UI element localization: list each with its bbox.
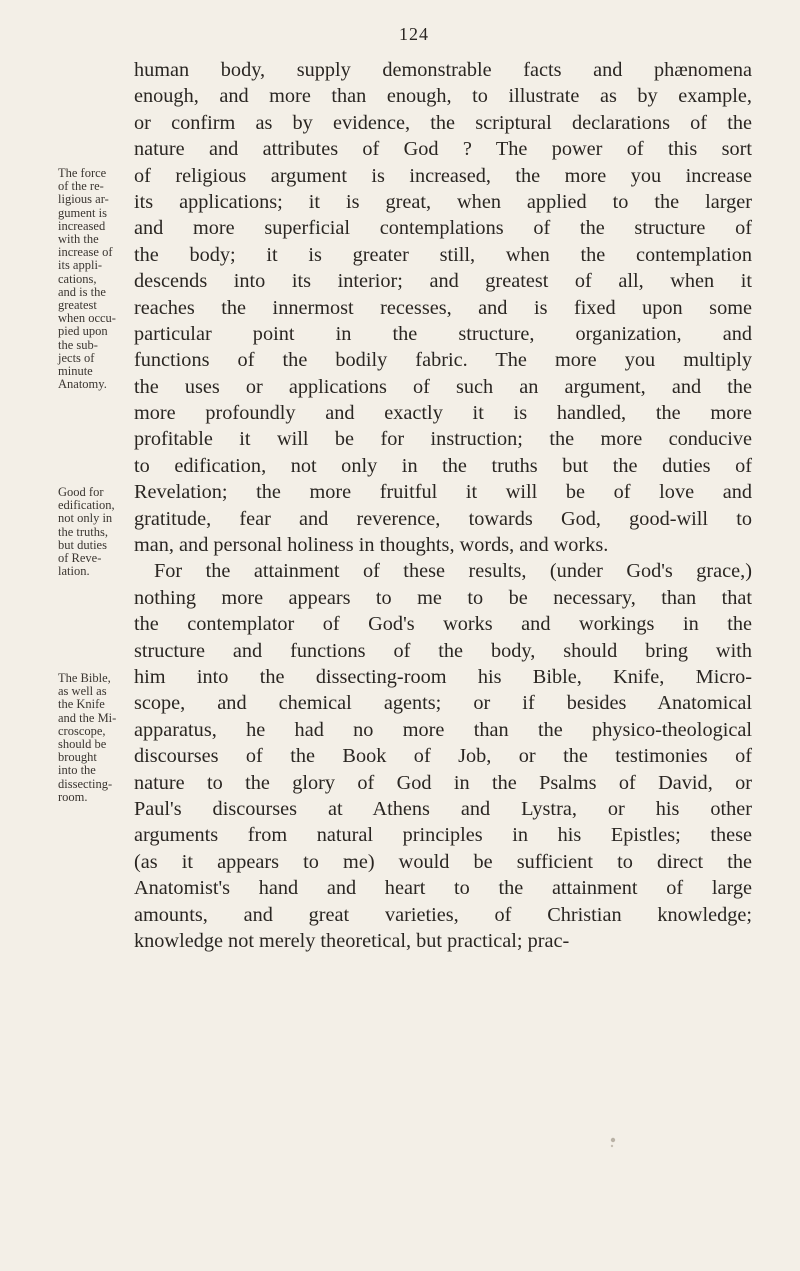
sidenote-line: not only in bbox=[58, 511, 113, 526]
sidenote-line: brought bbox=[58, 750, 97, 765]
text-line: apparatus, he had no more than the physico-theological bbox=[134, 718, 752, 741]
text-line: profitable it will be for instruction; the more conducive bbox=[134, 428, 752, 451]
sidenote-line: the Knife bbox=[58, 697, 105, 712]
text-line: human body, supply demonstrable facts and phænomena bbox=[134, 59, 752, 81]
page-number: 124 bbox=[399, 24, 429, 44]
sidenote-line: lation. bbox=[58, 564, 90, 579]
sidenote-line: minute bbox=[58, 364, 93, 379]
text-line: Revelation; the more fruitful it will be of love and bbox=[134, 481, 752, 504]
sidenote-line: The Bible, bbox=[58, 671, 111, 685]
sidenote-line: croscope, bbox=[58, 723, 106, 738]
sidenote-line: but duties bbox=[58, 537, 107, 552]
sidenote-line: dissecting- bbox=[58, 776, 113, 791]
text-line: or confirm as by evidence, the scriptural declarations of the bbox=[134, 111, 752, 134]
text-line: knowledge not merely theoretical, but practical; prac- bbox=[134, 929, 570, 952]
text-line: discourses of the Book of Job, or the testimonies of bbox=[134, 745, 752, 768]
text-line: (as it appears to me) would be sufficient to direct the bbox=[134, 850, 752, 873]
sidenote-line: increased bbox=[58, 218, 106, 233]
text-line: the body; it is greater still, when the contemplation bbox=[134, 243, 752, 266]
sidenote-line: when occu- bbox=[58, 311, 116, 326]
sidenote-line: cations, bbox=[58, 271, 97, 286]
sidenote-line: room. bbox=[58, 789, 88, 804]
text-line: more profoundly and exactly it is handled, the more bbox=[134, 402, 752, 425]
text-line: Anatomist's hand and heart to the attainment of large bbox=[134, 877, 752, 900]
sidenote-line: the truths, bbox=[58, 524, 108, 539]
sidenote-line: of the re- bbox=[58, 179, 104, 194]
sidenote-line: ligious ar- bbox=[58, 192, 109, 207]
text-line: arguments from natural principles in his Epistles; these bbox=[134, 824, 752, 847]
sidenote-line: increase of bbox=[58, 245, 113, 260]
sidenote-line: edification, bbox=[58, 498, 115, 513]
text-line: of religious argument is increased, the more you increase bbox=[134, 164, 752, 187]
sidenote-line: pied upon bbox=[58, 324, 108, 339]
text-line: enough, and more than enough, to illustrate as by example, bbox=[134, 85, 752, 108]
sidenote-line: and the Mi- bbox=[58, 710, 117, 725]
sidenote-line: of Reve- bbox=[58, 551, 102, 566]
text-line: descends into its interior; and greatest of all, when it bbox=[134, 270, 752, 293]
text-line: scope, and chemical agents; or if besides Anatomical bbox=[134, 692, 752, 715]
sidenote-line: jects of bbox=[58, 350, 95, 365]
text-line: its applications; it is great, when applied to the larger bbox=[134, 190, 752, 213]
text-line: gratitude, fear and reverence, towards God, good-will to bbox=[134, 507, 752, 530]
text-line: functions of the bodily fabric. The more you multiply bbox=[134, 349, 752, 372]
sidenote-line: gument is bbox=[58, 205, 107, 220]
text-line: amounts, and great varieties, of Christian knowledge; bbox=[134, 903, 752, 926]
sidenote-line: as well as bbox=[58, 684, 107, 699]
sidenote-line: with the bbox=[58, 232, 99, 247]
sidenote-line: its appli- bbox=[58, 258, 103, 273]
text-line: man, and personal holiness in thoughts, words, and works. bbox=[134, 534, 609, 557]
text-line: For the attainment of these results, (under God's grace,) bbox=[154, 560, 752, 583]
sidenote-line: Good for bbox=[58, 485, 104, 499]
text-line: nothing more appears to me to be necessary, than that bbox=[134, 586, 752, 609]
text-line: nature to the glory of God in the Psalms of David, or bbox=[134, 771, 752, 794]
sidenote-line: Anatomy. bbox=[58, 377, 107, 392]
sidenote-line: the sub- bbox=[58, 337, 98, 352]
sidenote-line: The force bbox=[58, 166, 107, 180]
sidenote-line: and is the bbox=[58, 284, 106, 299]
text-line: structure and functions of the body, should bring with bbox=[134, 639, 752, 662]
sidenote-line: should be bbox=[58, 737, 107, 752]
text-line: reaches the innermost recesses, and is fixed upon some bbox=[134, 296, 752, 319]
sidenote-line: greatest bbox=[58, 298, 97, 313]
sidenote-line: into the bbox=[58, 763, 96, 778]
text-line: to edification, not only in the truths but the duties of bbox=[134, 454, 752, 477]
text-line: nature and attributes of God ? The power of this sort bbox=[134, 138, 752, 161]
text-line: the contemplator of God's works and workings in the bbox=[134, 613, 752, 636]
text-line: and more superficial contemplations of the structure of bbox=[134, 217, 752, 240]
text-line: him into the dissecting-room his Bible, Knife, Micro- bbox=[134, 665, 752, 688]
text-line: particular point in the structure, organization, and bbox=[134, 322, 752, 345]
text-line: the uses or applications of such an argument, and the bbox=[134, 375, 752, 398]
text-line: Paul's discourses at Athens and Lystra, or his other bbox=[134, 797, 752, 820]
